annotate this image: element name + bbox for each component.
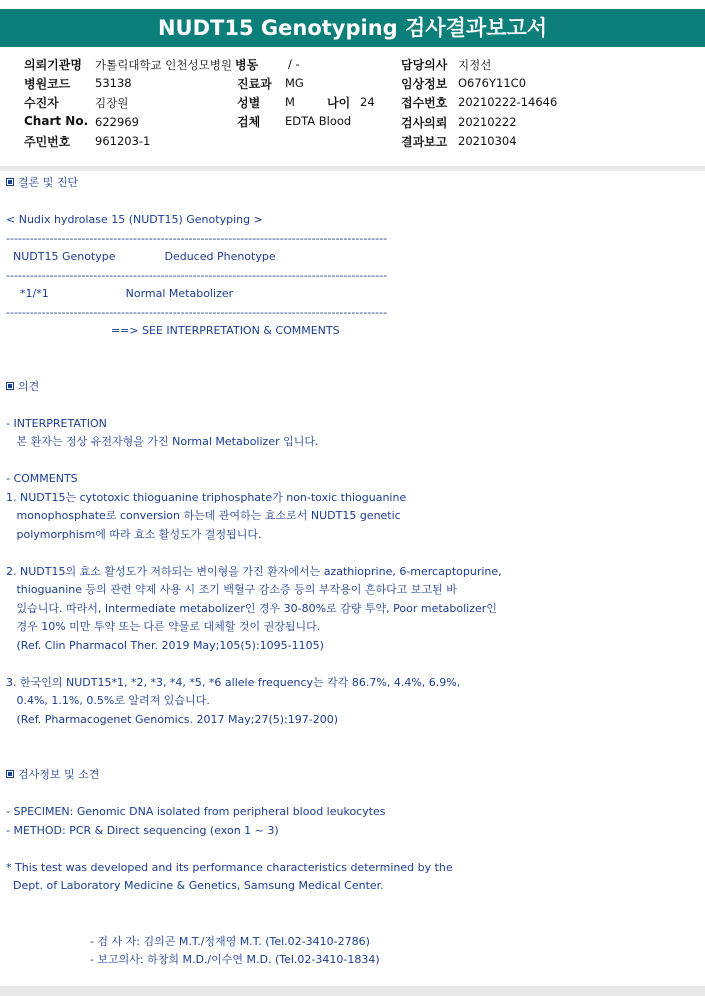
specimen-label: 검체 bbox=[237, 115, 261, 129]
report-line: 1. NUDT15는 cytotoxic thioguanine triphosphate가 non-toxic thioguanine bbox=[6, 490, 407, 504]
report-date-label: 결과보고 bbox=[401, 135, 448, 149]
report-line: - 보고의사: 하창희 M.D./이수연 M.D. (Tel.02-3410-1834) bbox=[6, 953, 380, 966]
report-title: NUDT15 Genotyping 검사결과보고서 bbox=[0, 9, 705, 47]
report-line: - METHOD: PCR & Direct sequencing (exon 1 ~ 3) bbox=[6, 823, 279, 837]
hospital-code-value: 53138 bbox=[95, 76, 132, 90]
section-marker-icon bbox=[6, 178, 14, 186]
specimen-value: EDTA Blood bbox=[285, 114, 352, 128]
report-line: - COMMENTS bbox=[6, 472, 78, 485]
resident-id-label: 주민번호 bbox=[24, 135, 71, 149]
age-value: 24 bbox=[360, 95, 375, 109]
hospital-code-label: 병원코드 bbox=[24, 77, 71, 91]
report-line: ==> SEE INTERPRETATION & COMMENTS bbox=[6, 324, 340, 337]
report-line: polymorphism에 따라 효소 활성도가 결정됩니다. bbox=[6, 527, 262, 541]
doctor-value: 지정선 bbox=[458, 58, 492, 72]
report-line: (Ref. Pharmacogenet Genomics. 2017 May;27(5):197-200) bbox=[6, 712, 338, 726]
report-line: 3. 한국인의 NUDT15*1, *2, *3, *4, *5, *6 allele frequency는 각각 86.7%, 4.4%, 6.9%, bbox=[6, 675, 461, 689]
clinical-info-label: 임상정보 bbox=[401, 77, 448, 91]
report-line: ------------------------------------------------------------------------------------------------ bbox=[6, 305, 388, 319]
report-line: 본 환자는 정상 유전자형을 가진 Normal Metabolizer 입니다. bbox=[6, 435, 319, 448]
institution-value: 가톨릭대학교 인천성모병원 bbox=[95, 58, 232, 72]
report-line: ------------------------------------------------------------------------------------------------ bbox=[6, 268, 388, 282]
report-line: thioguanine 등의 관련 약제 사용 시 조기 백혈구 감소증 등의 부작용이 흔하다고 보고된 바 bbox=[6, 583, 457, 596]
section-heading bbox=[0, 767, 705, 783]
report-date-value: 20210304 bbox=[458, 134, 517, 148]
patient-info-panel bbox=[0, 47, 705, 166]
ward-label: 병동 bbox=[235, 58, 259, 72]
report-line: NUDT15 Genotype Deduced Phenotype bbox=[6, 250, 276, 263]
report-line: - SPECIMEN: Genomic DNA isolated from peripheral blood leukocytes bbox=[6, 805, 386, 818]
chart-number-label: Chart No. bbox=[24, 114, 89, 128]
bottom-bar bbox=[0, 986, 705, 996]
report-line: (Ref. Clin Pharmacol Ther. 2019 May;105(5):1095-1105) bbox=[6, 638, 324, 652]
report-line: < Nudix hydrolase 15 (NUDT15) Genotyping > bbox=[6, 213, 263, 226]
chart-number-value: 622969 bbox=[95, 115, 139, 129]
section-heading bbox=[0, 175, 705, 191]
ward-value: / - bbox=[288, 57, 300, 71]
receipt-value: 20210222-14646 bbox=[458, 95, 558, 109]
report-line: ------------------------------------------------------------------------------------------------ bbox=[6, 231, 388, 245]
report-line: 2. NUDT15의 효소 활성도가 저하되는 변이형을 가진 환자에서는 azathioprine, 6-mercaptopurine, bbox=[6, 564, 502, 578]
sex-value: M bbox=[285, 95, 295, 109]
sex-label: 성별 bbox=[237, 96, 261, 110]
request-date-label: 검사의뢰 bbox=[401, 116, 448, 130]
report-line: 0.4%, 1.1%, 0.5%로 알려져 있습니다. bbox=[6, 694, 210, 707]
report-line: *1/*1 Normal Metabolizer bbox=[6, 287, 234, 300]
section-marker-icon bbox=[6, 382, 14, 390]
report-line: - 검 사 자: 김의곤 M.T./정재영 M.T. (Tel.02-3410-2786) bbox=[6, 934, 370, 948]
doctor-label: 담당의사 bbox=[401, 58, 448, 72]
patient-label: 수진자 bbox=[24, 96, 59, 110]
request-date-value: 20210222 bbox=[458, 115, 517, 129]
resident-id-value: 961203-1 bbox=[95, 134, 151, 148]
dept-value: MG bbox=[285, 76, 304, 90]
institution-label: 의뢰기관명 bbox=[24, 58, 82, 72]
report-body bbox=[0, 171, 705, 986]
report-line: * This test was developed and its performance characteristics determined by the bbox=[6, 860, 453, 874]
report-line: - INTERPRETATION bbox=[6, 416, 107, 430]
section-heading-text: 검사정보 및 소견 bbox=[18, 768, 100, 781]
report-line: 있습니다. 따라서, Intermediate metabolizer인 경우 30-80%로 감량 투약, Poor metabolizer인 bbox=[6, 601, 497, 615]
report-line: monophosphate로 conversion 하는데 관여하는 효소로서 NUDT15 genetic bbox=[6, 509, 401, 522]
section-heading-text: 결론 및 진단 bbox=[18, 176, 79, 189]
receipt-label: 접수번호 bbox=[401, 96, 448, 110]
age-label: 나이 bbox=[327, 96, 351, 110]
section-heading-text: 의견 bbox=[18, 379, 40, 393]
clinical-info-value: O676Y11C0 bbox=[458, 76, 527, 90]
report-line: Dept. of Laboratory Medicine & Genetics, Samsung Medical Center. bbox=[6, 879, 384, 892]
dept-label: 진료과 bbox=[237, 77, 272, 91]
patient-value: 김장원 bbox=[95, 96, 129, 110]
report-line: 경우 10% 미만 투약 또는 다른 약물로 대체할 것이 권장됩니다. bbox=[6, 620, 321, 633]
section-heading bbox=[0, 379, 705, 395]
section-marker-icon bbox=[6, 770, 14, 778]
